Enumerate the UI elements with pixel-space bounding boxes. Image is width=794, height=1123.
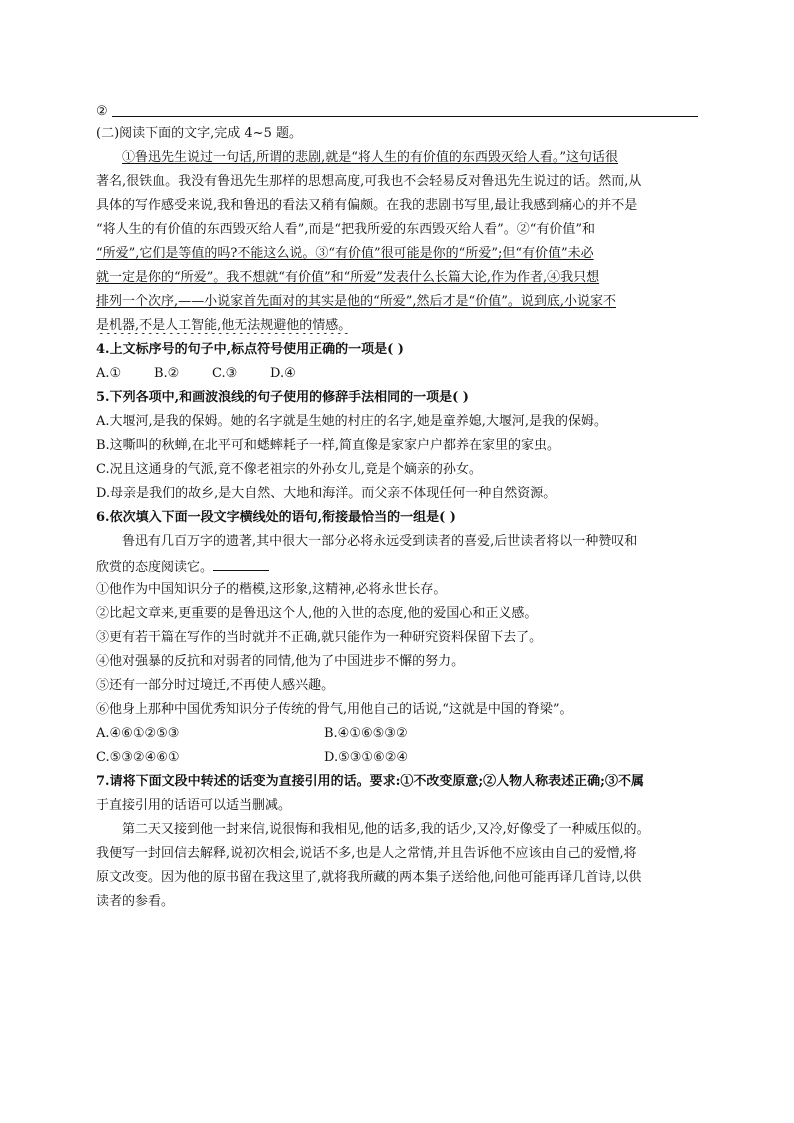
option-c[interactable]: C.③ [212, 366, 238, 381]
passage-line [96, 270, 696, 286]
option-a[interactable]: A.④⑥①②⑤③ [96, 726, 180, 741]
section-title: (二)阅读下面的文字,完成 4~5 题。 [96, 126, 302, 141]
answer-blank-2: ② [96, 104, 108, 119]
option-d[interactable]: D.④ [270, 366, 296, 381]
option-d[interactable]: D.母亲是我们的故乡,是大自然、大地和海洋。而父亲不体现任何一种自然资源。 [96, 486, 557, 501]
question-7-text: 我便写一封回信去解释,说初次相会,说话不多,也是人之常情,并且告诉他不应该由自己的爱憎,将 [96, 846, 637, 861]
question-6-text: 鲁迅有几百万字的遗著,其中很大一部分必将永远受到读者的喜爱,后世读者将以一种赞叹和 [122, 534, 638, 549]
passage-line: 具体的写作感受来说,我和鲁迅的看法又稍有偏颇。在我的悲剧书写里,最让我感到痛心的并不是 [96, 198, 638, 213]
answer-blank-line[interactable] [112, 116, 698, 117]
list-item: ⑤还有一部分时过境迁,不再使人感兴趣。 [96, 678, 335, 693]
list-item: ③更有若干篇在写作的当时就并不正确,就只能作为一种研究资料保留下去了。 [96, 630, 543, 645]
underlined-sentence-1: ①鲁迅先生说过一句话,所谓的悲剧,就是“将人生的有价值的东西毁灭给人看。”这句话很 [122, 150, 619, 165]
option-b[interactable]: B.这嘶叫的秋蝉,在北平可和蟋蟀耗子一样,简直像是家家户户都养在家里的家虫。 [96, 438, 560, 453]
wavy-underlined-sentence: 是机器,不是人工智能,他无法规避他的情感。 [96, 318, 352, 333]
question-7-text: 原文改变。因为他的原书留在我这里了,就将我所藏的两本集子送给他,问他可能再译几首诗,以供 [96, 870, 642, 885]
passage-line [96, 246, 696, 262]
passage-line [122, 150, 696, 166]
option-c[interactable]: C.⑤③②④⑥① [96, 750, 180, 765]
question-6-text: 欣赏的态度阅读它。 [96, 558, 696, 576]
option-b[interactable]: B.② [154, 366, 180, 381]
question-7-text: 第二天又接到他一封来信,说很悔和我相见,他的话多,我的话少,又冷,好像受了一种威压似的。 [122, 822, 650, 837]
question-4-stem: 4.上文标序号的句子中,标点符号使用正确的一项是( ) [96, 342, 404, 357]
question-6-options-row-1 [96, 726, 696, 742]
fill-blank[interactable] [213, 558, 269, 571]
option-a[interactable]: A.① [96, 366, 122, 381]
option-b[interactable]: B.④①⑥⑤③② [324, 726, 408, 741]
question-4-options [96, 366, 696, 382]
passage-line: “将人生的有价值的东西毁灭给人看”,而是“把我所爱的东西毁灭给人看”。②“有价值”和 [96, 222, 596, 237]
option-d[interactable]: D.⑤③①⑥②④ [324, 750, 409, 765]
list-item: ①他作为中国知识分子的楷模,这形象,这精神,必将永世长存。 [96, 582, 447, 597]
option-c[interactable]: C.况且这通身的气派,竟不像老祖宗的外孙女儿,竟是个嫡亲的孙女。 [96, 462, 482, 477]
underlined-sentence-2-3: “所爱”,它们是等值的吗?不能这么说。③“有价值”很可能是你的“所爱”;但“有价值”未必 [96, 246, 594, 261]
list-item: ②比起文章来,更重要的是鲁迅这个人,他的入世的态度,他的爱国心和正义感。 [96, 606, 538, 621]
passage-line: 著名,很铁血。我没有鲁迅先生那样的思想高度,可我也不会轻易反对鲁迅先生说过的话。然而,从 [96, 174, 642, 189]
question-6-stem: 6.依次填入下面一段文字横线处的语句,衔接最恰当的一组是( ) [96, 510, 456, 525]
passage-line [96, 294, 696, 310]
list-item: ⑥他身上那种中国优秀知识分子传统的骨气,用他自己的话说,“这就是中国的脊梁”。 [96, 702, 573, 717]
underlined-sentence-3: 就一定是你的“所爱”。我不想就“有价值”和“所爱”发表什么长篇大论,作为作者,④我只想 [96, 270, 600, 285]
question-7-stem: 于直接引用的话语可以适当删减。 [96, 798, 292, 813]
question-6-options-row-2 [96, 750, 696, 766]
question-7-text: 读者的参看。 [96, 894, 175, 909]
option-a[interactable]: A.大堰河,是我的保姆。她的名字就是生她的村庄的名字,她是童养媳,大堰河,是我的保姆。 [96, 414, 608, 429]
question-5-stem: 5.下列各项中,和画波浪线的句子使用的修辞手法相同的一项是( ) [96, 390, 469, 405]
underlined-sentence-4: 排列一个次序,——小说家首先面对的其实是他的“所爱”,然后才是“价值”。说到底,小说家不 [96, 294, 616, 309]
question-7-stem: 7.请将下面文段中转述的话变为直接引用的话。要求:①不改变原意;②人物人称表述正确;③不属 [96, 774, 644, 789]
list-item: ④他对强暴的反抗和对弱者的同情,他为了中国进步不懈的努力。 [96, 654, 465, 669]
passage-line [96, 318, 696, 334]
